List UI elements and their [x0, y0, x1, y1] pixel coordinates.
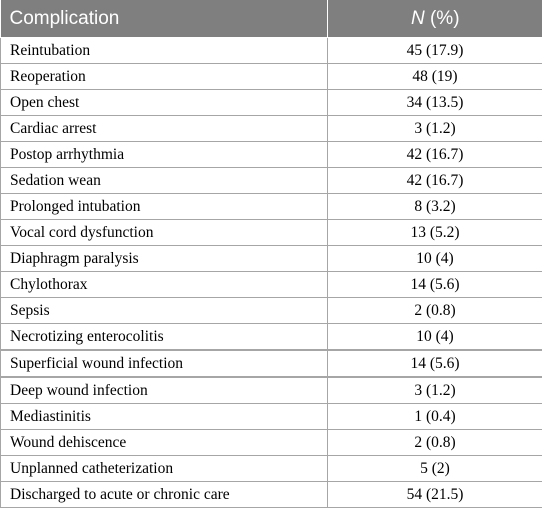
- row-value: 14 (5.6): [328, 350, 542, 377]
- row-value: 34 (13.5): [328, 90, 542, 116]
- table-row: [1, 220, 542, 246]
- table-row: [1, 482, 542, 508]
- row-value: 2 (0.8): [328, 430, 542, 456]
- table-row: [1, 90, 542, 116]
- table-row: [1, 324, 542, 351]
- row-value: 5 (2): [328, 456, 542, 482]
- table-row: [1, 142, 542, 168]
- row-label: Reintubation: [1, 38, 328, 64]
- row-label: Necrotizing enterocolitis: [1, 324, 328, 351]
- table-row: [1, 404, 542, 430]
- row-label: Wound dehiscence: [1, 430, 328, 456]
- table-row: [1, 298, 542, 324]
- table-row: [1, 64, 542, 90]
- row-label: Sepsis: [1, 298, 328, 324]
- row-label: Chylothorax: [1, 272, 328, 298]
- table-row: [1, 430, 542, 456]
- row-label: Mediastinitis: [1, 404, 328, 430]
- table-row: [1, 272, 542, 298]
- table-row: [1, 456, 542, 482]
- row-value: 42 (16.7): [328, 142, 542, 168]
- row-label: Prolonged intubation: [1, 194, 328, 220]
- table-row: [1, 116, 542, 142]
- header-complication-label: Complication: [1, 8, 120, 29]
- header-percent-label: (%): [425, 8, 460, 29]
- table-row: [1, 38, 542, 64]
- row-value: 54 (21.5): [328, 482, 542, 508]
- row-value: 3 (1.2): [328, 116, 542, 142]
- table-row: [1, 194, 542, 220]
- header-n-label: N: [411, 8, 425, 29]
- row-label: Diaphragm paralysis: [1, 246, 328, 272]
- row-value: 48 (19): [328, 64, 542, 90]
- row-label: Sedation wean: [1, 168, 328, 194]
- table-row: [1, 246, 542, 272]
- row-value: 14 (5.6): [328, 272, 542, 298]
- row-label: Vocal cord dysfunction: [1, 220, 328, 246]
- row-label: Postop arrhythmia: [1, 142, 328, 168]
- header-n-percent: [328, 0, 542, 38]
- row-label: Superficial wound infection: [1, 350, 328, 377]
- row-label: Cardiac arrest: [1, 116, 328, 142]
- table-header-row: [1, 0, 542, 38]
- row-value: 10 (4): [328, 246, 542, 272]
- row-label: Unplanned catheterization: [1, 456, 328, 482]
- table-row: [1, 377, 542, 404]
- row-value: 8 (3.2): [328, 194, 542, 220]
- row-value: 3 (1.2): [328, 377, 542, 404]
- row-label: Open chest: [1, 90, 328, 116]
- row-value: 42 (16.7): [328, 168, 542, 194]
- header-complication: [1, 0, 328, 38]
- table-row: [1, 168, 542, 194]
- row-value: 1 (0.4): [328, 404, 542, 430]
- row-value: 13 (5.2): [328, 220, 542, 246]
- table-row: [1, 350, 542, 377]
- row-label: Deep wound infection: [1, 377, 328, 404]
- row-label: Reoperation: [1, 64, 328, 90]
- row-value: 2 (0.8): [328, 298, 542, 324]
- row-value: 45 (17.9): [328, 38, 542, 64]
- row-label: Discharged to acute or chronic care: [1, 482, 328, 508]
- row-value: 10 (4): [328, 324, 542, 351]
